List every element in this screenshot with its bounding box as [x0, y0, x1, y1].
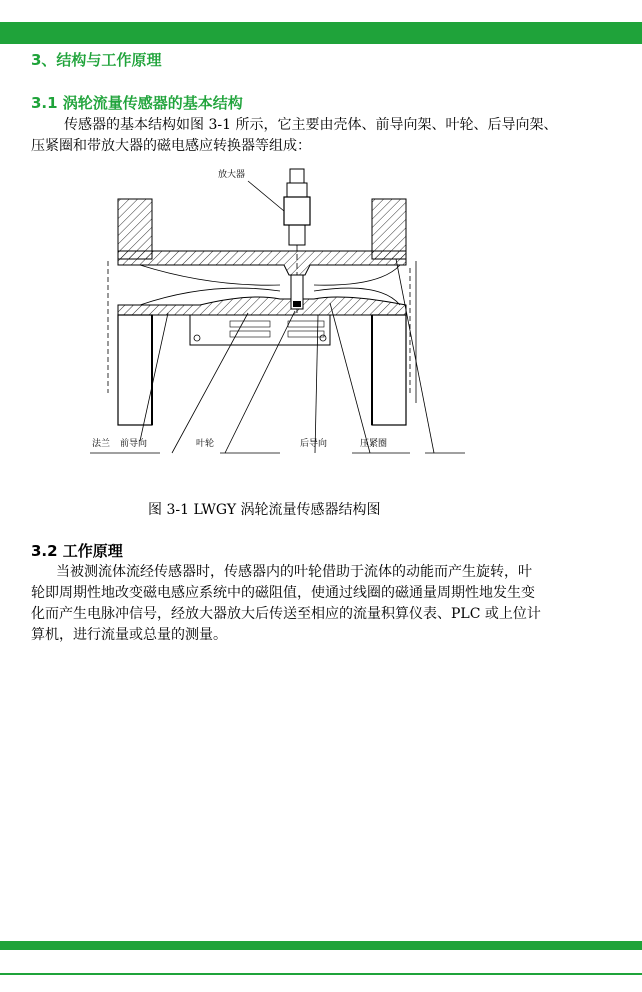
section-title: 3、结构与工作原理	[31, 51, 162, 69]
footer-line	[0, 973, 642, 975]
paragraph-line: 算机，进行流量或总量的测量。	[31, 627, 227, 643]
label-amplifier: 放大器	[218, 170, 246, 180]
amplifier-connector	[290, 169, 304, 183]
subsection-title-principle: 3.2 工作原理	[31, 542, 123, 560]
label-clamp-ring: 压紧圈	[360, 439, 388, 449]
footer-bar	[0, 941, 642, 950]
label-rear-guide: 后导向	[300, 439, 328, 449]
paragraph-line: 压紧圈和带放大器的磁电感应转换器等组成：	[31, 138, 311, 154]
label-front-guide: 前导向	[120, 439, 148, 449]
paragraph-line: 传感器的基本结构如图 3-1 所示，它主要由壳体、前导向架、叶轮、后导向架、	[64, 117, 558, 133]
paragraph-line: 化而产生电脉冲信号，经放大器放大后传送至相应的流量积算仪表、PLC 或上位计	[31, 606, 541, 622]
principle-paragraph	[31, 562, 541, 646]
left-flange-top	[118, 199, 152, 259]
figure-caption: 图 3-1 LWGY 涡轮流量传感器结构图	[148, 502, 381, 518]
label-flange: 法兰	[92, 439, 111, 449]
sensor-structure-diagram	[80, 163, 470, 463]
paragraph-line: 轮即周期性地改变磁电感应系统中的磁阻值，使通过线圈的磁通量周期性地发生变	[31, 585, 535, 601]
header-bar	[0, 22, 642, 44]
subsection-title-structure: 3.1 涡轮流量传感器的基本结构	[31, 94, 243, 112]
right-flange-bottom	[372, 315, 406, 425]
amplifier-body	[284, 197, 310, 225]
paragraph-line: 当被测流体流经传感器时，传感器内的叶轮借助于流体的动能而产生旋转，叶	[56, 564, 532, 580]
housing-lower-wall	[118, 297, 406, 315]
nameplate	[190, 315, 330, 345]
label-impeller: 叶轮	[196, 439, 215, 449]
structure-paragraph	[31, 115, 557, 157]
right-flange-top	[372, 199, 406, 259]
